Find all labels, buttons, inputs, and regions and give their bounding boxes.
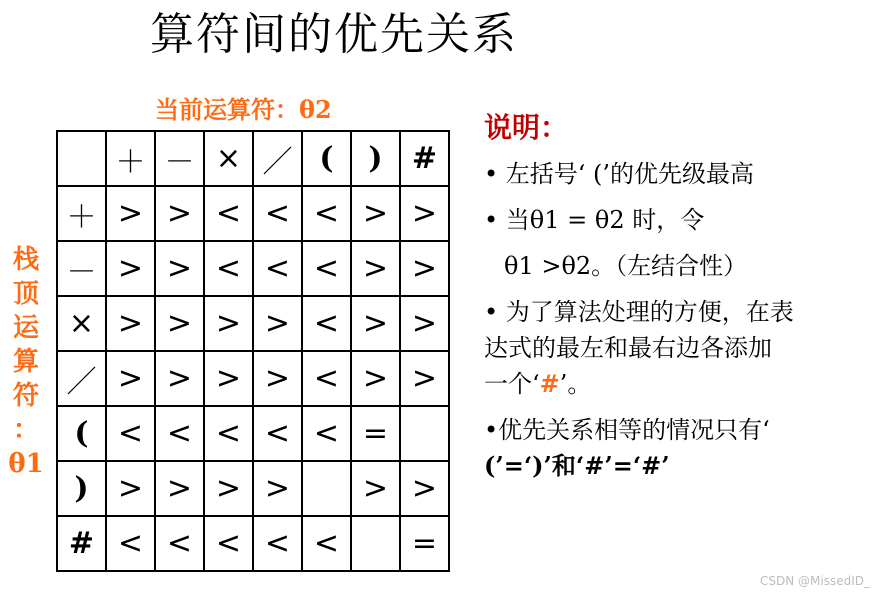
header-row [57, 131, 449, 186]
page-title: 算符间的优先关系 [150, 9, 518, 60]
row-axis-char: 栈 [12, 245, 39, 275]
column-header-cell: × [204, 131, 253, 186]
precedence-table-body [57, 131, 449, 571]
relation-cell: < [204, 516, 253, 571]
relation-cell: < [302, 241, 351, 296]
note-line: 达式的最左和最右边各添加 [484, 334, 772, 362]
relation-cell: = [400, 516, 449, 571]
note-line: • 为了算法处理的方便，在表 [484, 298, 794, 326]
relation-cell: > [155, 461, 204, 516]
note-line: (’=‘)’和‘#’=‘#’ [484, 451, 670, 480]
row-axis-char: 算 [12, 347, 39, 377]
relation-cell: < [253, 186, 302, 241]
relation-cell: > [253, 461, 302, 516]
relation-cell: > [400, 296, 449, 351]
relation-cell: < [204, 241, 253, 296]
relation-cell: > [106, 461, 155, 516]
relation-cell: > [253, 296, 302, 351]
row-header-cell: ＋ [57, 186, 106, 241]
relation-cell: < [253, 516, 302, 571]
relation-cell: > [155, 296, 204, 351]
relation-cell: > [253, 351, 302, 406]
relation-cell: > [204, 351, 253, 406]
relation-cell: > [106, 351, 155, 406]
watermark: CSDN @MissedID_ [760, 574, 870, 588]
precedence-table [56, 130, 450, 572]
row-header-cell: ( [57, 406, 106, 461]
note-text: 一个‘ [484, 370, 540, 398]
table-row [57, 351, 449, 406]
row-axis-char: 运 [12, 313, 39, 343]
column-header-cell: # [400, 131, 449, 186]
relation-cell: > [106, 296, 155, 351]
relation-cell: < [106, 406, 155, 461]
relation-cell: < [253, 406, 302, 461]
notes-panel [484, 110, 874, 484]
relation-cell: < [106, 516, 155, 571]
hash-symbol: # [539, 369, 560, 398]
relation-cell: < [204, 186, 253, 241]
row-header-cell: × [57, 296, 106, 351]
row-header-cell: ) [57, 461, 106, 516]
relation-cell: > [351, 296, 400, 351]
relation-cell: > [351, 186, 400, 241]
column-header-cell: ＋ [106, 131, 155, 186]
table-row [57, 516, 449, 571]
relation-cell: < [155, 516, 204, 571]
relation-cell: > [400, 186, 449, 241]
row-axis-char: 顶 [12, 279, 39, 309]
relation-cell [302, 461, 351, 516]
row-axis-label [8, 243, 44, 481]
table-row [57, 296, 449, 351]
row-header-cell: ／ [57, 351, 106, 406]
relation-cell: > [155, 351, 204, 406]
note-line: •优先关系相等的情况只有‘ [484, 416, 770, 444]
relation-cell [400, 406, 449, 461]
table-row [57, 186, 449, 241]
relation-cell: > [106, 186, 155, 241]
note-line: • 当θ1 = θ2 时，令 [484, 206, 705, 234]
table-row [57, 461, 449, 516]
relation-cell: < [302, 296, 351, 351]
column-header-cell: ／ [253, 131, 302, 186]
relation-cell: > [155, 186, 204, 241]
column-header-cell: － [155, 131, 204, 186]
relation-cell: > [400, 351, 449, 406]
note-line: θ1 >θ2。（左结合性） [504, 252, 748, 280]
relation-cell: < [302, 406, 351, 461]
row-header-cell: # [57, 516, 106, 571]
column-header-cell [57, 131, 106, 186]
relation-cell: > [204, 296, 253, 351]
column-header-cell: ( [302, 131, 351, 186]
relation-cell: > [351, 461, 400, 516]
table-row [57, 406, 449, 461]
row-axis-char: θ1 [8, 449, 44, 479]
relation-cell: < [302, 516, 351, 571]
column-header-cell: ) [351, 131, 400, 186]
relation-cell: < [253, 241, 302, 296]
relation-cell: > [351, 351, 400, 406]
note-line [484, 366, 874, 402]
relation-cell: < [155, 406, 204, 461]
notes-heading: 说明： [484, 111, 569, 144]
relation-cell: > [400, 241, 449, 296]
row-axis-char: 符 [12, 381, 39, 411]
relation-cell: > [204, 461, 253, 516]
relation-cell: > [400, 461, 449, 516]
relation-cell: = [351, 406, 400, 461]
relation-cell: > [106, 241, 155, 296]
relation-cell: < [204, 406, 253, 461]
row-axis-char: ： [12, 415, 39, 445]
row-header-cell: － [57, 241, 106, 296]
relation-cell [351, 516, 400, 571]
table-row [57, 241, 449, 296]
relation-cell: < [302, 186, 351, 241]
note-line: • 左括号‘ (’的优先级最高 [484, 160, 755, 188]
note-text: ’。 [559, 370, 592, 398]
relation-cell: > [351, 241, 400, 296]
relation-cell: < [302, 351, 351, 406]
column-axis-label: 当前运算符：θ2 [155, 95, 332, 124]
relation-cell: > [155, 241, 204, 296]
